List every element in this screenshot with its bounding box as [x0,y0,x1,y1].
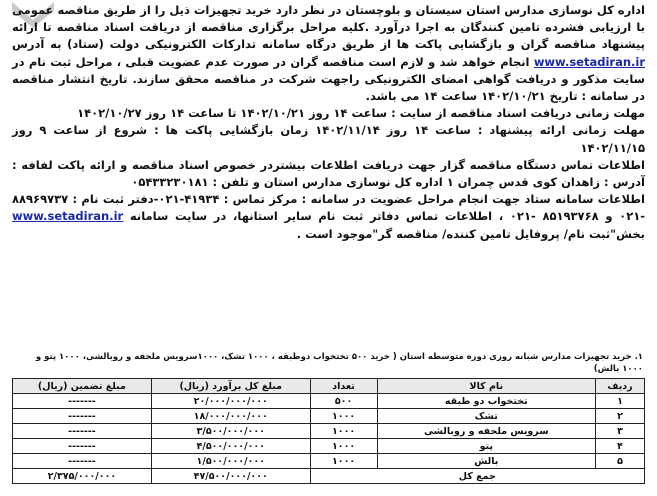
cell-deposit: ------- [13,424,152,439]
items-heading: ۱. خرید تجهیزات مدارس شبانه روزی دوره متوسطه استان ( خرید ۵۰۰ تختخواب دوطبقه ، ۱۰۰۰ تشک، ۱۰۰۰سرویس ملحفه و روبالشی، ۱۰۰۰ پتو و ۱۰۰۰ بالش) [35,352,643,374]
header-deposit: مبلغ تضمین (ریال) [13,379,152,394]
cell-qty: ۱۰۰۰ [310,454,377,469]
cell-rank: ۲ [596,409,645,424]
cell-qty: ۱۰۰۰ [310,439,377,454]
items-table [12,378,645,484]
cell-qty: ۱۰۰۰ [310,424,377,439]
cell-estimate: ۳/۵۰۰/۰۰۰/۰۰۰ [151,424,310,439]
total-row [13,469,645,484]
total-label: جمع کل [310,469,644,484]
header-estimate: مبلغ کل برآورد (ریال) [151,379,310,394]
cell-name: تختخواب دو طبقه [377,394,596,409]
documents-deadline: مهلت زمانی دریافت اسناد مناقصه از سایت : ساعت ۱۴ روز ۱۴۰۲/۱۰/۲۱ تا ساعت ۱۴ روز ۱۴۰۲/۱۰/۲۷ [77,106,645,121]
notice-text: انجام خواهد شد و لازم است مناقصه گران در صورت عدم عضویت قبلی ، مراحل ثبت نام در سایت مذکور و دریافت گواهی امضای الکترونیکی راجهت شرکت در مناقصه محقق سازند. تاریخ انتشار مناقصه در سامانه : تاریخ ۱۴۰۲/۱۰/۲۱ ساعت ۱۴ می باشد. [12,54,645,104]
cell-name: سرویس ملحفه و روبالشی [377,424,596,439]
header-name: نام کالا [377,379,596,394]
setad-link[interactable]: www.setadiran.ir [12,209,124,224]
cell-deposit: ------- [13,409,152,424]
table-row [13,394,645,409]
cell-rank: ۱ [596,394,645,409]
notice-paragraph [12,2,645,105]
contact-info: اطلاعات تماس دستگاه مناقصه گزار جهت دریافت اطلاعات بیشتردر خصوص اسناد مناقصه و ارائه پاکت لفافه : آدرس : زاهدان کوی قدس چمران ۱ اداره کل نوسازی مدارس استان و تلفن : ۰۵۴۳۳۲۳۰۱۸۱ [12,157,645,190]
cell-name: پتو [377,439,596,454]
total-estimate: ۴۷/۵۰۰/۰۰۰/۰۰۰ [151,469,310,484]
notice-text: اداره کل نوسازی مدارس استان سیستان و بلوچستان در نظر دارد خرید تجهیزات ذیل را از طریق مناقصه عمومی با ارزیابی فشرده تامین کنندگان به اجرا درآورد .کلیه مراحل برگزاری مناقصه از دریافت اسناد مناقصه تا ارائه پیشنهاد مناقصه گران و بازگشایی پاکت ها از طریق درگاه سامانه تدارکات الکترونیکی دولت (ستاد) به آدرس [12,3,645,52]
setad-link[interactable]: www.setadiran.ir [533,54,645,69]
header-qty: تعداد [310,379,377,394]
table-row [13,409,645,424]
cell-deposit: ------- [13,394,152,409]
cell-rank: ۵ [596,454,645,469]
cell-qty: ۵۰۰ [310,394,377,409]
setad-contact [12,191,645,243]
cell-estimate: ۲۰/۰۰۰/۰۰۰/۰۰۰ [151,394,310,409]
cell-rank: ۳ [596,424,645,439]
total-deposit: ۲/۳۷۵/۰۰۰/۰۰۰ [13,469,152,484]
cell-name: تشک [377,409,596,424]
table-row [13,439,645,454]
cell-deposit: ------- [13,439,152,454]
tender-notice [12,2,645,243]
cell-qty: ۱۰۰۰ [310,409,377,424]
cell-estimate: ۱۸/۰۰۰/۰۰۰/۰۰۰ [151,409,310,424]
setad-contact-text: اطلاعات سامانه ستاد جهت انجام مراحل عضویت در سامانه : مرکز تماس : ۴۱۹۳۴-۰۲۱-دفتر ثبت نام : ۸۸۹۶۹۷۳۷ -۰۲۱ و ۸۵۱۹۳۷۶۸ -۰۲۱ ، اطلاعات تماس دفاتر ثبت نام سایر استانها، در سایت سامانه [12,192,646,224]
cell-estimate: ۱/۵۰۰/۰۰۰/۰۰۰ [151,454,310,469]
cell-estimate: ۴/۵۰۰/۰۰۰/۰۰۰ [151,439,310,454]
table-header-row [13,379,645,394]
table-row [13,454,645,469]
header-rank: ردیف [596,379,645,394]
setad-contact-text: بخش"ثبت نام/ پروفایل تامین کننده/ مناقصه گر"موجود است . [296,226,645,241]
cell-deposit: ------- [13,454,152,469]
table-row [13,424,645,439]
cell-rank: ۴ [596,439,645,454]
cell-name: بالش [377,454,596,469]
bid-deadline: مهلت زمانی ارائه پیشنهاد : ساعت ۱۴ روز ۱۴۰۲/۱۱/۱۴ زمان بازگشایی پاکت ها : شروع از ساعت ۹ روز ۱۴۰۲/۱۱/۱۵ [12,123,645,155]
